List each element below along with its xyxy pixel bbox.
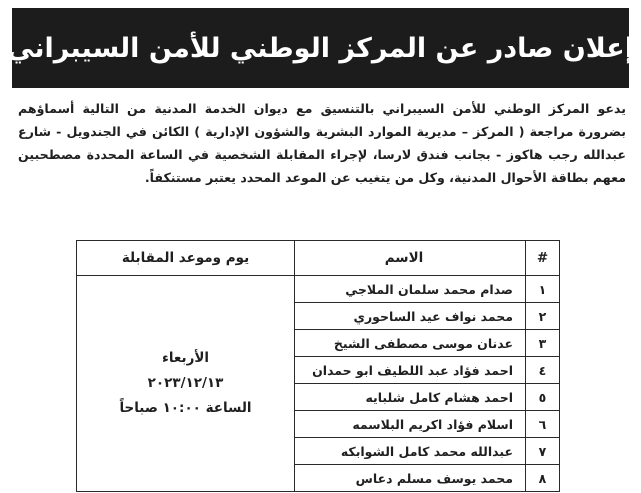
header-number: # — [526, 241, 560, 276]
candidate-name: عدنان موسى مصطفى الشيخ — [295, 330, 526, 357]
interview-schedule — [77, 276, 295, 492]
row-number: ٨ — [526, 465, 560, 492]
table-row — [77, 276, 560, 303]
candidate-name: محمد نواف عيد الساحوري — [295, 303, 526, 330]
row-number: ٤ — [526, 357, 560, 384]
candidates-table — [76, 240, 560, 492]
interview-time: الساعة ١٠:٠٠ صباحاً — [119, 400, 252, 416]
candidate-name: اسلام فؤاد اكريم البلاسمه — [295, 411, 526, 438]
row-number: ٣ — [526, 330, 560, 357]
table-header-row — [77, 241, 560, 276]
announcement-body — [18, 97, 626, 189]
row-number: ٧ — [526, 438, 560, 465]
header-interview-time: يوم وموعد المقابلة — [77, 241, 295, 276]
announcement-title: إعلان صادر عن المركز الوطني للأمن السيبراني — [7, 32, 634, 64]
interview-date: ٢٠٢٣/١٢/١٣ — [147, 375, 224, 391]
candidate-name: محمد يوسف مسلم دعاس — [295, 465, 526, 492]
candidate-name: احمد هشام كامل شلبايه — [295, 384, 526, 411]
announcement-header — [7, 8, 634, 88]
row-number: ١ — [526, 276, 560, 303]
candidate-name: احمد فؤاد عبد اللطيف ابو حمدان — [295, 357, 526, 384]
row-number: ٢ — [526, 303, 560, 330]
interview-day: الأربعاء — [161, 350, 210, 366]
row-number: ٦ — [526, 411, 560, 438]
candidate-name: صدام محمد سلمان الملاجي — [295, 276, 526, 303]
announcement-paragraph: يدعو المركز الوطني للأمن السيبراني بالتنسيق مع ديوان الخدمة المدنية من التالية أسماؤهم بضرورة مراجعة ( المركز – مديرية الموارد البشرية والشؤون الإدارية ) الكائن في الجندويل - شارع عبدالله رجب هاكوز - بجانب فندق لارسا، لإجراء المقابلة الشخصية في الساعة المحددة مصطحبين معهم بطاقة الأحوال المدنية، وكل من يتغيب عن الموعد المحدد يعتبر مستنكفاً. — [18, 101, 626, 185]
row-number: ٥ — [526, 384, 560, 411]
candidate-name: عبدالله محمد كامل الشوابكه — [295, 438, 526, 465]
header-name: الاسم — [295, 241, 526, 276]
